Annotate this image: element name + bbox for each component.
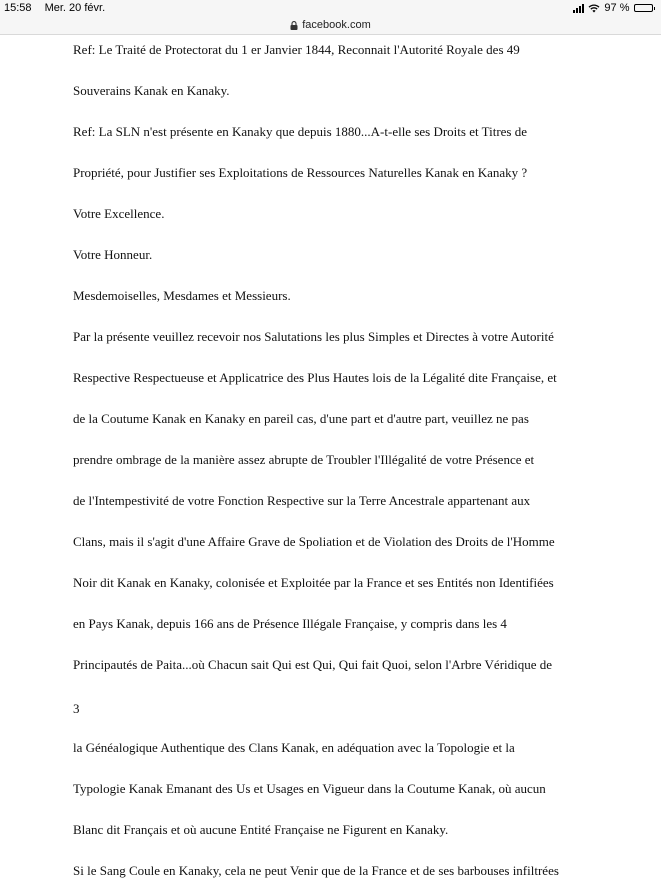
status-bar (0, 0, 661, 16)
url-text: facebook.com (302, 19, 371, 31)
text-line: Ref: La SLN n'est présente en Kanaky que depuis 1880...A-t-elle ses Droits et Titres de (73, 124, 527, 139)
text-line: Clans, mais il s'agit d'une Affaire Grave de Spoliation et de Violation des Droits de l'Homme (73, 534, 555, 549)
text-line: Souverains Kanak en Kanaky. (73, 83, 230, 98)
text-line: Par la présente veuillez recevoir nos Salutations les plus Simples et Directes à votre Autorité (73, 329, 554, 344)
text-line: Votre Excellence. (73, 206, 165, 221)
wifi-icon (588, 4, 600, 13)
status-left (4, 2, 105, 14)
status-time: 15:58 (4, 2, 32, 14)
text-line: prendre ombrage de la manière assez abrupte de Troubler l'Illégalité de votre Présence et (73, 452, 535, 467)
text-line: la Généalogique Authentique des Clans Kanak, en adéquation avec la Topologie et la (73, 740, 515, 755)
text-line: Noir dit Kanak en Kanaky, colonisée et Exploitée par la France et ses Entités non Identifiées (73, 575, 554, 590)
text-line: 3 (73, 701, 80, 716)
text-line: Votre Honneur. (73, 247, 153, 262)
text-line: Mesdemoiselles, Mesdames et Messieurs. (73, 288, 291, 303)
text-line: de la Coutume Kanak en Kanaky en pareil cas, d'une part et d'autre part, veuillez ne pas (73, 411, 529, 426)
address-bar[interactable] (0, 16, 661, 35)
battery-percent: 97 % (604, 2, 630, 14)
text-line: Blanc dit Français et où aucune Entité Française ne Figurent en Kanaky. (73, 822, 449, 837)
text-line: Respective Respectueuse et Applicatrice des Plus Hautes lois de la Légalité dite Française, et (73, 370, 557, 385)
battery-icon (634, 4, 656, 12)
text-line: Ref: Le Traité de Protectorat du 1 er Janvier 1844, Reconnait l'Autorité Royale des 49 (73, 42, 520, 57)
cellular-signal-icon (573, 4, 584, 13)
status-date: Mer. 20 févr. (44, 2, 106, 14)
text-line: Propriété, pour Justifier ses Exploitations de Ressources Naturelles Kanak en Kanaky ? (73, 165, 528, 180)
text-line: de l'Intempestivité de votre Fonction Respective sur la Terre Ancestrale appartenant aux (73, 493, 531, 508)
text-line: Typologie Kanak Emanant des Us et Usages en Vigueur dans la Coutume Kanak, où aucun (73, 781, 546, 796)
text-line: Principautés de Paita...où Chacun sait Qui est Qui, Qui fait Quoi, selon l'Arbre Véridique de (73, 657, 553, 672)
text-line: en Pays Kanak, depuis 166 ans de Présence Illégale Française, y compris dans les 4 (73, 616, 507, 631)
lock-icon (290, 21, 298, 30)
text-line: Si le Sang Coule en Kanaky, cela ne peut Venir que de la France et de ses barbouses infiltrées (73, 863, 559, 878)
status-right (573, 2, 655, 14)
